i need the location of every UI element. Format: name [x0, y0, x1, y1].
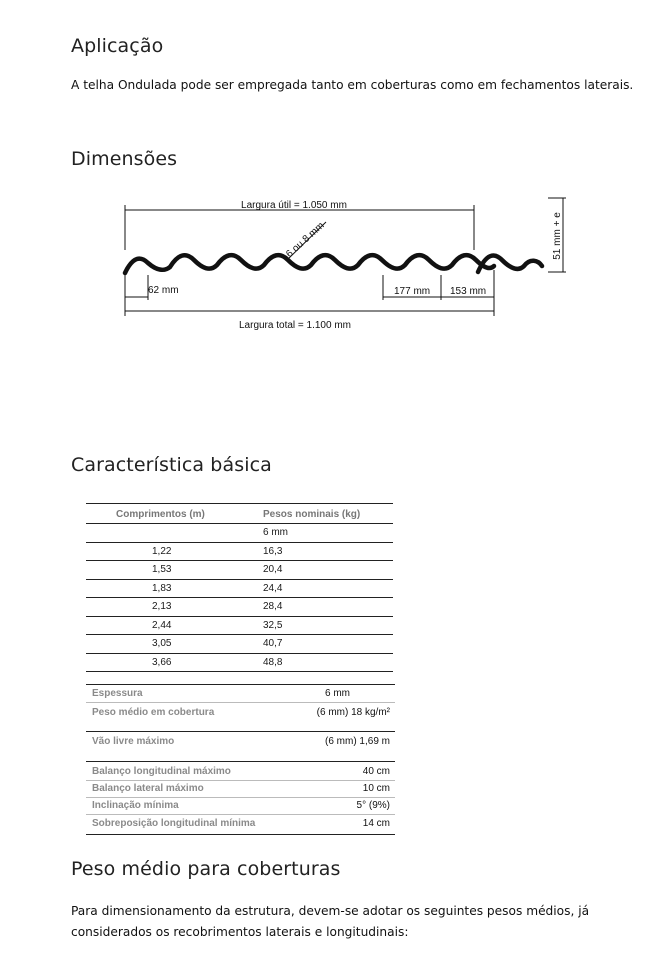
- row-length: 1,22: [152, 545, 172, 557]
- spec-value: (6 mm) 1,69 m: [324, 736, 390, 747]
- subheader-thickness: 6 mm: [263, 527, 288, 538]
- spec-value: (6 mm) 18 kg/m²: [316, 707, 390, 718]
- spec-label: Peso médio em cobertura: [92, 707, 215, 718]
- spec-value: 14 cm: [362, 818, 390, 829]
- table-row: [86, 617, 393, 636]
- row-weight: 24,4: [263, 582, 283, 594]
- largura-total-label: Largura total = 1.100 mm: [238, 320, 352, 331]
- row-length: 1,83: [152, 582, 172, 594]
- header-comprimentos: Comprimentos (m): [116, 509, 205, 520]
- peso-paragraph-line-2: considerados os recobrimentos laterais e longitudinais:: [71, 925, 409, 939]
- section-title-aplicacao: Aplicação: [71, 35, 164, 57]
- aplicacao-paragraph: A telha Ondulada pode ser empregada tanto em coberturas como em fechamentos laterais.: [71, 78, 634, 92]
- dim-177-label: 177 mm: [394, 286, 431, 297]
- table-row: [86, 598, 393, 617]
- row-weight: 40,7: [263, 638, 283, 649]
- spec-label: Espessura: [92, 688, 143, 699]
- spec-label: Vão livre máximo: [92, 736, 175, 747]
- row-length: 3,66: [152, 656, 172, 668]
- spec-value: 10 cm: [362, 783, 390, 794]
- table-row: [86, 654, 393, 673]
- row-weight: 16,3: [263, 545, 283, 557]
- section-title-caracteristica: Característica básica: [71, 454, 272, 476]
- spec-value: 6 mm: [325, 688, 350, 699]
- row-length: 3,05: [152, 638, 172, 649]
- specs-table: [86, 684, 395, 836]
- row-weight: 28,4: [263, 601, 283, 612]
- dim-153-label: 153 mm: [450, 286, 487, 297]
- row-weight: 48,8: [263, 656, 283, 668]
- section-title-dimensoes: Dimensões: [71, 148, 178, 170]
- table-row: [86, 543, 393, 562]
- table-header-row: [86, 503, 393, 524]
- spec-label: Balanço longitudinal máximo: [92, 766, 231, 777]
- espessura-label: 6 ou 8 mm: [284, 220, 327, 261]
- table-row: [86, 580, 393, 599]
- spec-label: Sobreposição longitudinal mínima: [92, 818, 256, 829]
- spec-label: Inclinação mínima: [92, 800, 179, 811]
- row-length: 2,13: [152, 601, 172, 612]
- table-row: [86, 635, 393, 654]
- largura-util-label: Largura útil = 1.050 mm: [241, 200, 347, 211]
- section-title-peso: Peso médio para coberturas: [71, 858, 341, 880]
- row-weight: 20,4: [263, 564, 283, 575]
- row-weight: 32,5: [263, 619, 283, 631]
- table-subheader-row: [86, 524, 393, 543]
- spec-value: 5° (9%): [356, 800, 390, 811]
- row-length: 2,44: [152, 619, 172, 631]
- table-row: [86, 561, 393, 580]
- peso-paragraph-line-1: Para dimensionamento da estrutura, devem-se adotar os seguintes pesos médios, já: [71, 904, 590, 918]
- row-length: 1,53: [152, 564, 172, 575]
- header-pesos: Pesos nominais (kg): [263, 509, 361, 520]
- corrugated-sheet-profile: [125, 255, 494, 273]
- spec-value: 40 cm: [362, 766, 390, 777]
- dim-62-label: 62 mm: [148, 285, 179, 296]
- spec-label: Balanço lateral máximo: [92, 783, 204, 794]
- weights-table: [86, 503, 393, 672]
- roof-tile-dimension-diagram: [0, 190, 648, 340]
- altura-label: 51 mm + e: [552, 212, 563, 260]
